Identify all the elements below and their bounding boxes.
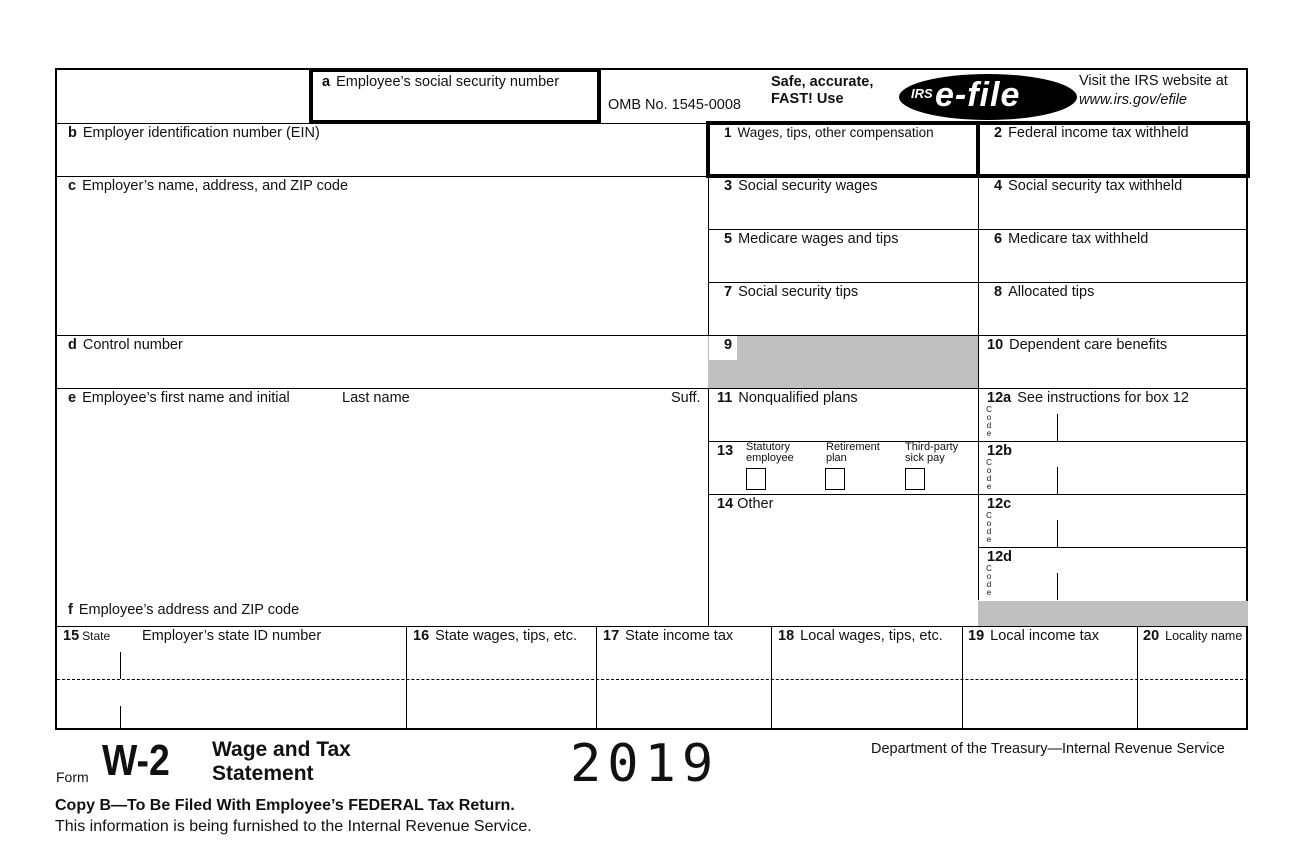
box-1-label: 1 Wages, tips, other compensation	[724, 125, 934, 140]
box-13-label: 13	[717, 443, 734, 459]
box-14-label: 14 Other	[717, 496, 774, 512]
w2-form: a Employee’s social security number OMB No. 1545-0008 Safe, accurate, FAST! Use IRS e-file Visit the IRS website at www.irs.gov/efile b Employer identification number (EIN) c Employer’s name, address, and ZIP code d Control number e Employee’s first name and initial Last name Suff. f Employee’s address and ZIP code 1 Wages, tips, other compensation 3 Social security wages 5 Medicare wages and tips 7 Social security tips 9 11 Nonqualified plans 13 Statutory employee Retirement plan Third-party sick pay 14 Other 2 Federal income tax withheld 4 Social security tax withheld 6 Medicare tax withheld 8 Allocated tips 10 Dependent care benefits 12a See instructions for box 12 12b 12c 12d C o d e C o d e C o d e C o d e 15 State Employer’s state ID number 16 State wages, tips, etc. 17 State income tax 18 Local wages, tips, etc. 19 Local income tax 20 Locality name	[55, 68, 1248, 730]
retirement-label: Retirement plan	[826, 441, 880, 464]
safe-text: Safe, accurate, FAST! Use	[771, 74, 874, 107]
box-e-last-name: Last name	[342, 390, 410, 406]
divider	[120, 652, 121, 679]
form-title: Wage and Tax Statement	[212, 738, 351, 785]
box-10-label: 10 Dependent care benefits	[987, 337, 1168, 353]
box-15-label: 15 State	[63, 628, 111, 644]
divider	[1137, 626, 1138, 730]
divider	[57, 388, 1248, 389]
box-2-label: 2 Federal income tax withheld	[994, 125, 1189, 141]
divider	[57, 335, 1248, 336]
box-12b-label: 12b	[987, 443, 1012, 459]
copy-b-line: Copy B—To Be Filed With Employee’s FEDERAL Tax Return.	[55, 797, 515, 814]
box-20-label: 20 Locality name	[1143, 628, 1243, 644]
efile-logo: IRS e-file	[899, 74, 1077, 120]
box-b-label: b Employer identification number (EIN)	[68, 125, 320, 141]
form-year: 2019	[570, 734, 720, 794]
dashed-divider	[57, 679, 1248, 680]
box-15-state-id-label: Employer’s state ID number	[142, 628, 322, 644]
box-9-shade	[708, 336, 978, 388]
box-7-label: 7 Social security tips	[724, 284, 859, 300]
box-12a-label: 12a See instructions for box 12	[987, 390, 1189, 406]
box-5-label: 5 Medicare wages and tips	[724, 231, 899, 247]
visit-text: Visit the IRS website at www.irs.gov/efile	[1079, 73, 1228, 108]
divider	[771, 626, 772, 730]
box-11-label: 11 Nonqualified plans	[717, 390, 858, 406]
statutory-label: Statutory employee	[746, 441, 794, 464]
statutory-employee-checkbox[interactable]	[746, 468, 766, 490]
divider	[120, 706, 121, 730]
info-line: This information is being furnished to the Internal Revenue Service.	[55, 818, 532, 835]
box-c-label: c Employer’s name, address, and ZIP code	[68, 178, 349, 194]
box-a-label: a Employee’s social security number	[322, 74, 560, 90]
box-e-suffix: Suff.	[671, 390, 701, 406]
box-18-label: 18 Local wages, tips, etc.	[778, 628, 943, 644]
box-12d-label: 12d	[987, 549, 1012, 565]
box-12-shade	[978, 601, 1248, 626]
form-name: W-2	[102, 736, 170, 785]
third-party-sick-pay-checkbox[interactable]	[905, 468, 925, 490]
thirdparty-label: Third-party sick pay	[905, 441, 959, 464]
department-text: Department of the Treasury—Internal Revenue Service	[871, 741, 1225, 757]
box-19-label: 19 Local income tax	[968, 628, 1099, 644]
divider	[978, 547, 1248, 548]
omb-number: OMB No. 1545-0008	[608, 97, 741, 113]
box-e-label: e Employee’s first name and initial	[68, 390, 290, 406]
retirement-plan-checkbox[interactable]	[825, 468, 845, 490]
box-8-label: 8 Allocated tips	[994, 284, 1095, 300]
box-17-label: 17 State income tax	[603, 628, 734, 644]
box-d-label: d Control number	[68, 337, 183, 353]
box-12c-label: 12c	[987, 496, 1012, 512]
divider	[978, 123, 979, 600]
box-4-label: 4 Social security tax withheld	[994, 178, 1183, 194]
box-6-label: 6 Medicare tax withheld	[994, 231, 1149, 247]
box-3-label: 3 Social security wages	[724, 178, 878, 194]
box-9-label: 9	[724, 337, 733, 353]
form-word: Form	[56, 769, 89, 785]
divider	[57, 626, 1248, 627]
divider	[406, 626, 407, 730]
box-16-label: 16 State wages, tips, etc.	[413, 628, 577, 644]
box-f-label: f Employee’s address and ZIP code	[68, 602, 300, 618]
divider	[596, 626, 597, 730]
divider	[962, 626, 963, 730]
